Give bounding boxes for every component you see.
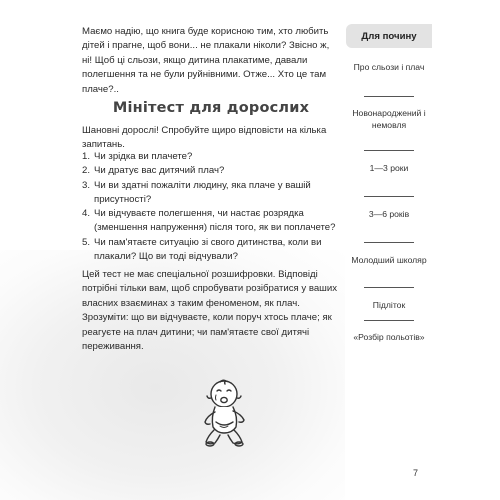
question-item xyxy=(82,150,340,164)
sidebar-current-section: Для почину xyxy=(346,24,432,48)
sidebar-item-tears: Про сльози і плач xyxy=(353,62,425,72)
question-number: 2. xyxy=(82,165,91,177)
intro-paragraph: Маємо надію, що книга буде корисною тим, хто любить дітей і прагне, щоб вони... не плакали ніколи? Звісно ж, ні! Щоб ці сльози, якщо дитина плакатиме, давали полегшення та не були руйнівними. Отже... Хто це там плаче?.. xyxy=(82,26,330,95)
crying-baby-illustration xyxy=(198,378,254,450)
sidebar-item-3-6-years: 3—6 років xyxy=(368,209,410,219)
section-heading: Мінітест для дорослих xyxy=(112,100,310,116)
page-number: 7 xyxy=(413,468,419,478)
outro-paragraph: Цей тест не має спеціальної розшифровки. Відповіді потрібні тільки вам, щоб спробувати розібратися у ваших власних взаєминах з таким феноменом, як плач. Зрозуміти: що ви відчуваєте, коли поруч хтось плаче; як реагуєте на плач дитини; чи пам'ятаєте свої дитячі переживання. xyxy=(82,269,338,353)
question-list xyxy=(82,150,340,264)
sidebar-item-1-3-years: 1—3 роки xyxy=(369,163,409,173)
sidebar-item-teenager: Підліток xyxy=(372,300,406,310)
question-number: 5. xyxy=(82,236,91,248)
question-text: Чи зрідка ви плачете? xyxy=(94,151,193,162)
sidebar-divider xyxy=(364,320,414,321)
sidebar-item-debriefing: «Розбір польотів» xyxy=(353,332,425,342)
question-number: 4. xyxy=(82,208,91,220)
chapter-sidebar xyxy=(346,0,436,500)
sidebar-divider xyxy=(364,196,414,197)
sidebar-divider xyxy=(364,287,414,288)
question-text: Чи відчуваєте полегшення, чи настає розрядка (зменшення напруження) після того, як ви поплачете? xyxy=(94,208,336,234)
question-item xyxy=(82,207,340,236)
question-text: Чи пам'ятаєте ситуацію зі свого дитинства, коли ви плакали? Що ви тоді відчували? xyxy=(94,236,322,263)
question-number: 1. xyxy=(82,151,91,162)
sidebar-item-newborn: Новонароджений і немовля xyxy=(352,108,426,131)
question-item xyxy=(82,236,340,265)
question-text: Чи дратує вас дитячий плач? xyxy=(94,165,225,177)
sidebar-item-junior-schoolchild: Молодший школяр xyxy=(351,255,427,265)
sidebar-divider xyxy=(364,96,414,97)
question-text: Чи ви здатні пожаліти людину, яка плаче у вашій присутності? xyxy=(94,179,311,205)
question-item xyxy=(82,164,340,178)
question-item xyxy=(82,179,340,208)
question-number: 3. xyxy=(82,179,91,191)
sidebar-divider xyxy=(364,242,414,243)
sidebar-divider xyxy=(364,150,414,151)
lead-paragraph: Шановні дорослі! Спробуйте щиро відповісти на кілька запитань. xyxy=(82,125,327,151)
